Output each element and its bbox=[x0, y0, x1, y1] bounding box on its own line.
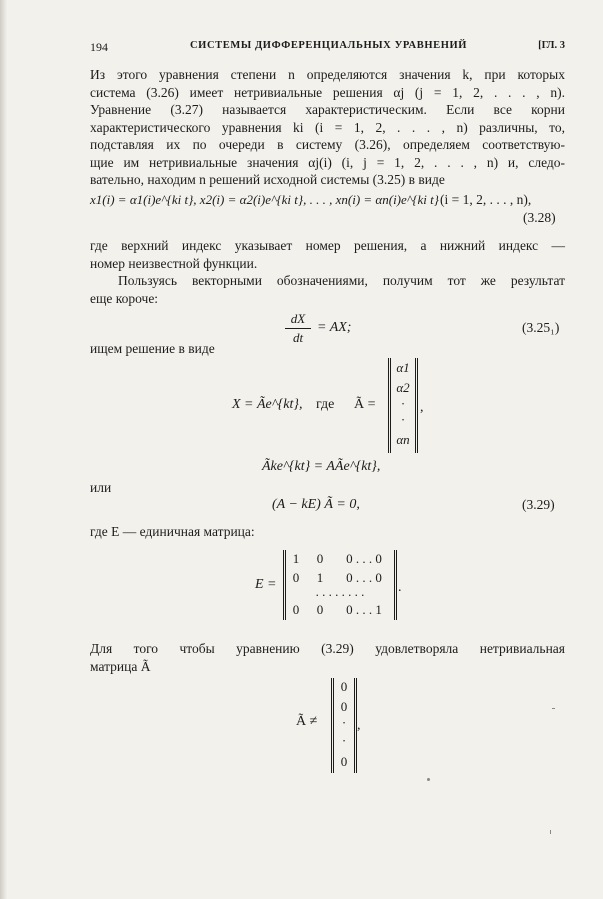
text-or: или bbox=[90, 480, 112, 495]
vector-entry: · bbox=[341, 733, 347, 748]
matrix-cell: 0 . . . 0 bbox=[346, 570, 382, 585]
paragraph-1 bbox=[90, 66, 565, 189]
A-tilde-neq-label: Ã ≠ bbox=[296, 714, 318, 729]
equation-3-25-1-rhs: = AX; bbox=[317, 320, 352, 335]
text-where-E: где E — единичная матрица: bbox=[90, 524, 255, 539]
page-edge-shadow bbox=[0, 0, 7, 899]
equation-3-28: x1(i) = α1(i)e^{ki t}, x2(i) = α2(i)e^{ki t}, . . . , xn(i) = αn(i)e^{ki t} bbox=[90, 192, 439, 207]
matrix-cell: 0 bbox=[292, 570, 300, 585]
vector-trailing-comma: , bbox=[420, 400, 424, 415]
fraction-bar bbox=[285, 328, 311, 329]
text-where: где bbox=[316, 397, 335, 412]
matrix-cell: 0 bbox=[316, 602, 324, 617]
text-line: Для того чтобы уравнению (3.29) удовлетворяла нетривиальная bbox=[90, 641, 565, 656]
text-search-solution: ищем решение в виде bbox=[90, 341, 215, 356]
print-speck bbox=[427, 778, 430, 781]
paragraph-4 bbox=[90, 640, 565, 675]
fraction-numerator: dX bbox=[290, 311, 306, 326]
text-line: вательно, находим n решений исходной системы (3.25) в виде bbox=[90, 172, 445, 187]
equation-3-29-number: (3.29) bbox=[522, 497, 555, 512]
text-line: Пользуясь векторными обозначениями, получим тот же результат bbox=[118, 273, 565, 288]
vector-entry: αn bbox=[396, 432, 410, 447]
chapter-label: [ГЛ. 3 bbox=[538, 40, 565, 51]
vector-entry: α1 bbox=[396, 360, 410, 375]
text-line: щие им нетривиальные значения αj(i) (i, j = 1, 2, . . . , n) и, следо- bbox=[90, 154, 565, 170]
equation-3-28-number: (3.28) bbox=[523, 210, 556, 225]
matrix-cell: 1 bbox=[316, 570, 324, 585]
text-line: Уравнение (3.27) называется характеристическим. Если все корни bbox=[90, 102, 565, 117]
vector-entry: 0 bbox=[340, 679, 348, 694]
zero-vector bbox=[331, 678, 357, 773]
print-speck bbox=[550, 830, 551, 834]
matrix-cell: 0 bbox=[316, 551, 324, 566]
vector-entry: α2 bbox=[396, 380, 410, 395]
matrix-cell: 1 bbox=[292, 551, 300, 566]
A-tilde-label: Ã = bbox=[354, 397, 376, 412]
text-line: матрица Ã bbox=[90, 658, 151, 674]
vector-entry: · bbox=[400, 396, 406, 411]
matrix-cell: 0 . . . 1 bbox=[346, 602, 382, 617]
identity-matrix bbox=[283, 550, 397, 620]
fraction-dX-dt bbox=[285, 311, 311, 346]
print-speck bbox=[552, 708, 555, 709]
text-line: еще короче: bbox=[90, 290, 159, 306]
text-line: система (3.26) имеет нетривиальные решения αj (j = 1, 2, . . . , n). bbox=[90, 84, 565, 100]
vector-entry: · bbox=[341, 715, 347, 730]
equation-3-29: (A − kE) Ã = 0, bbox=[272, 497, 360, 512]
vector-entry: 0 bbox=[340, 754, 348, 769]
text-line: характеристического уравнения ki (i = 1, 2, . . . , n) различны, то, bbox=[90, 119, 565, 135]
paragraph-2 bbox=[90, 237, 565, 272]
vector-trailing-comma: , bbox=[357, 718, 361, 733]
text-line: где верхний индекс указывает номер решения, а нижний индекс — bbox=[90, 238, 565, 253]
equation-3-25-1-number: (3.25₁) bbox=[522, 320, 560, 335]
page-number: 194 bbox=[90, 40, 108, 54]
running-header bbox=[90, 40, 565, 58]
matrix-cell: 0 bbox=[292, 602, 300, 617]
equation-3-28-range: (i = 1, 2, . . . , n), bbox=[440, 192, 532, 207]
matrix-dots-row: . . . . . . . . bbox=[315, 584, 365, 599]
text-line: Из этого уравнения степени n определяются значения k, при которых bbox=[90, 67, 565, 82]
vector-entry: 0 bbox=[340, 699, 348, 714]
alpha-vector bbox=[388, 358, 418, 453]
fraction-denominator: dt bbox=[292, 330, 304, 345]
equation-X-lhs: X = Ãe^{kt}, bbox=[232, 397, 303, 412]
matrix-trailing-period: . bbox=[398, 580, 402, 595]
paragraph-3 bbox=[90, 272, 565, 307]
matrix-cell: 0 . . . 0 bbox=[346, 551, 382, 566]
text-line: подставляя их по очереди в систему (3.26), определяем соответствую- bbox=[90, 137, 565, 152]
running-title: СИСТЕМЫ ДИФФЕРЕНЦИАЛЬНЫХ УРАВНЕНИЙ bbox=[190, 40, 468, 51]
E-label: E = bbox=[255, 577, 277, 592]
text-line: номер неизвестной функции. bbox=[90, 255, 258, 271]
vector-entry: · bbox=[400, 412, 406, 427]
equation-Akekt: Ãke^{kt} = AÃe^{kt}, bbox=[262, 459, 381, 474]
